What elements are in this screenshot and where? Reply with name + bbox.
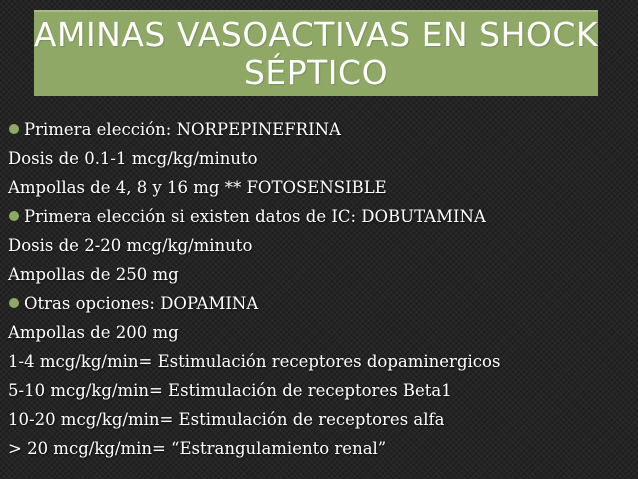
list-item xyxy=(8,347,636,376)
list-item xyxy=(8,144,636,173)
list-item-text: 5-10 mcg/kg/min= Estimulación de receptores Beta1 xyxy=(8,381,452,400)
list-item-text: Primera elección si existen datos de IC: DOBUTAMINA xyxy=(24,207,486,226)
slide-title-line-1: AMINAS VASOACTIVAS EN SHOCK xyxy=(33,15,599,54)
list-item-text: Otras opciones: DOPAMINA xyxy=(24,294,259,313)
list-item xyxy=(8,434,636,463)
list-item-text: 10-20 mcg/kg/min= Estimulación de receptores alfa xyxy=(8,410,445,429)
list-item-text: Ampollas de 250 mg xyxy=(8,265,179,284)
list-item-text: Ampollas de 200 mg xyxy=(8,323,179,342)
slide-body xyxy=(8,115,636,463)
bullet-icon xyxy=(9,211,19,221)
list-item xyxy=(8,289,636,318)
list-item-text: Ampollas de 4, 8 y 16 mg ** FOTOSENSIBLE xyxy=(8,178,387,197)
list-item-text: > 20 mcg/kg/min= “Estrangulamiento renal” xyxy=(8,439,387,458)
list-item xyxy=(8,405,636,434)
list-item-text: Primera elección: NORPEPINEFRINA xyxy=(24,120,341,139)
title-banner xyxy=(34,10,598,96)
slide-title-line-2: SÉPTICO xyxy=(243,53,389,92)
list-item-text: Dosis de 2-20 mcg/kg/minuto xyxy=(8,236,253,255)
bullet-icon xyxy=(9,124,19,134)
list-item-text: Dosis de 0.1-1 mcg/kg/minuto xyxy=(8,149,258,168)
list-item xyxy=(8,318,636,347)
bullet-icon xyxy=(9,298,19,308)
list-item xyxy=(8,202,636,231)
list-item xyxy=(8,115,636,144)
list-item-text: 1-4 mcg/kg/min= Estimulación receptores dopaminergicos xyxy=(8,352,501,371)
list-item xyxy=(8,231,636,260)
list-item xyxy=(8,376,636,405)
list-item xyxy=(8,260,636,289)
list-item xyxy=(8,173,636,202)
